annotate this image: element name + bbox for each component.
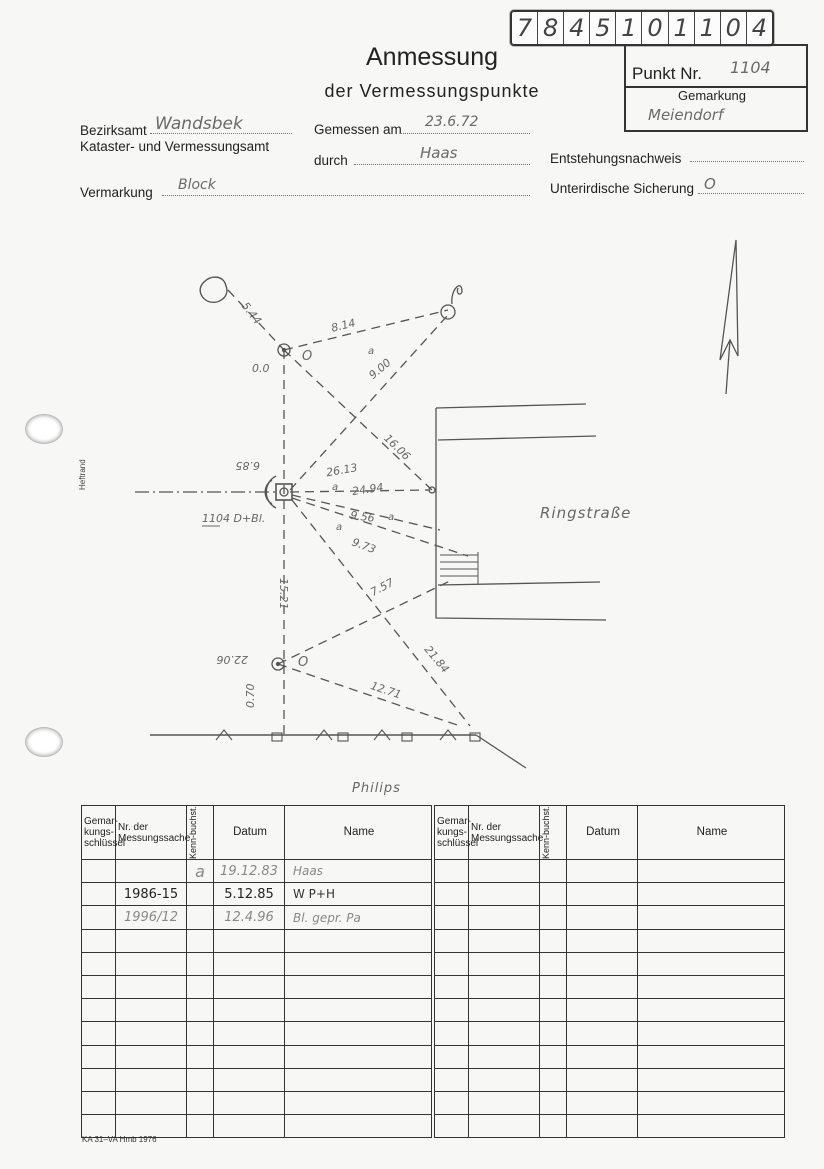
cell-name [285,1091,432,1114]
cell-nr [116,952,187,975]
page-title: Anmessung [365,43,499,71]
cell-kenn [540,952,567,975]
measure-956: 9.56 [349,508,376,525]
measure-900: 9.00 [366,356,394,382]
cell-datum [567,1091,638,1114]
tree-symbol [200,277,227,302]
cell-datum [214,1022,285,1045]
cell-name [285,1115,432,1138]
cell-datum: 12.4.96 [214,906,285,929]
mark-a3: a [388,512,395,523]
cell-nr [116,1091,187,1114]
point-label: 1104 D+Bl. [202,512,266,525]
cell-kenn [540,1115,567,1138]
table-row [82,906,432,929]
cell-kenn [187,1045,214,1068]
measure-1606: 16.06 [381,431,413,463]
bottom-label: Philips [352,781,401,796]
durch-label: durch [314,153,348,168]
col-datum-right: Datum [567,806,638,860]
cell-datum [214,1068,285,1091]
cell-nr: 1996/12 [116,906,187,929]
mark-a1: a [368,346,375,357]
mark-o-top: O [302,349,313,364]
col-key: Gemar-kungs-schlüssel [82,806,116,860]
cell-name [638,1022,785,1045]
cell-name [285,952,432,975]
table-row [435,999,785,1022]
measure-2494: 24.94 [351,480,385,499]
cell-kenn [187,1022,214,1045]
entstehung-label: Entstehungsnachweis [550,151,682,166]
cell-kenn [540,975,567,998]
cell-nr [116,1045,187,1068]
gemarkung-label: Gemarkung [678,88,746,103]
cell-name [285,1045,432,1068]
table-row [435,860,785,883]
doc-digit: 1 [669,12,695,44]
cell-nr [469,906,540,929]
cell-key [435,929,469,952]
cell-kenn [187,975,214,998]
table-row [82,952,432,975]
cell-name [285,975,432,998]
measure-973: 9.73 [350,535,378,557]
cell-nr [469,860,540,883]
cell-nr [469,1068,540,1091]
col-name-right: Name [638,806,785,860]
history-table-left [81,805,432,1138]
cell-datum [214,1091,285,1114]
cell-nr [469,929,540,952]
table-row [435,906,785,929]
col-kenn-right [540,806,567,860]
cell-datum [214,975,285,998]
table-row [435,1022,785,1045]
cell-name: Bl. gepr. Pa [285,906,432,929]
gemessen-label: Gemessen am [314,122,402,137]
durch-value: Haas [420,144,458,162]
mark-a2: a [332,482,339,493]
table-row [435,1115,785,1138]
doc-digit: 1 [616,12,642,44]
cell-kenn [540,860,567,883]
cell-key [82,1091,116,1114]
north-arrow [720,240,738,394]
cell-nr [469,883,540,906]
cell-kenn [187,883,214,906]
cell-nr [469,975,540,998]
cell-key [435,1022,469,1045]
cell-datum [567,975,638,998]
sicherung-value: O [704,175,716,193]
vermarkung-label: Vermarkung [80,185,153,200]
cell-datum [567,929,638,952]
cell-nr [116,1068,187,1091]
cell-key [82,883,116,906]
cell-key [82,906,116,929]
cell-nr [469,999,540,1022]
cell-datum: 5.12.85 [214,883,285,906]
cell-nr [469,1115,540,1138]
cell-nr [469,952,540,975]
table-row [82,1045,432,1068]
col-kenn-right-text: Kenn-buchst. [541,806,551,860]
cell-datum [567,1045,638,1068]
cell-kenn [540,1091,567,1114]
cell-name [285,929,432,952]
cell-name [638,999,785,1022]
cell-name [638,906,785,929]
table-row [82,860,432,883]
cell-datum [567,1115,638,1138]
heftrand-text: Heftrand [78,459,87,490]
measure-757: 7.57 [368,575,397,599]
cell-kenn [540,883,567,906]
cell-key [82,860,116,883]
history-table-right [434,805,785,1138]
mark-o-bottom: O [298,655,309,670]
col-datum: Datum [214,806,285,860]
measure-070: 0.70 [244,683,257,708]
cell-nr [469,1045,540,1068]
bezirksamt-label: Bezirksamt [80,123,147,138]
cell-datum [567,952,638,975]
vermarkung-value: Block [178,177,216,193]
cell-key [435,1091,469,1114]
table-row [82,1068,432,1091]
cell-kenn [187,929,214,952]
doc-digit: 8 [538,12,564,44]
measure-2613: 26.13 [325,461,359,480]
cell-nr [469,1022,540,1045]
col-key-right: Gemar-kungs-schlüssel [435,806,469,860]
cell-datum [214,1115,285,1138]
cell-key [435,860,469,883]
cell-datum [214,999,285,1022]
cell-name [285,1068,432,1091]
cell-key [435,999,469,1022]
cell-datum [214,1045,285,1068]
cell-name [638,860,785,883]
cell-name [638,1068,785,1091]
cell-key [435,1068,469,1091]
col-nr-right: Nr. der Messungssache [469,806,540,860]
table-row [435,883,785,906]
cell-nr [116,1022,187,1045]
table-row [435,1045,785,1068]
cell-datum [567,906,638,929]
cell-kenn [540,1022,567,1045]
cell-key [82,1045,116,1068]
col-kenn-text: Kenn-buchst. [188,806,198,860]
cell-name [285,999,432,1022]
table-row [82,1091,432,1114]
cell-kenn [540,1045,567,1068]
stair-hatch [440,552,478,584]
measure-2184: 21.84 [421,643,452,676]
measure-2206: 22.06 [216,653,248,666]
cell-nr [116,975,187,998]
cell-key [435,883,469,906]
col-name: Name [285,806,432,860]
cell-datum [567,860,638,883]
table-row [435,929,785,952]
doc-digit: 4 [751,14,768,42]
mark-a4: a [336,522,343,533]
cell-datum [567,1068,638,1091]
sicherung-label: Unterirdische Sicherung [550,181,695,196]
cell-key [435,906,469,929]
cell-kenn [540,1068,567,1091]
cell-nr: 1986-15 [116,883,187,906]
col-nr: Nr. der Messungssache [116,806,187,860]
cell-kenn [187,906,214,929]
cell-name [638,952,785,975]
col-kenn [187,806,214,860]
cell-nr [116,860,187,883]
table-row [82,883,432,906]
table-row [82,1022,432,1045]
cell-key [82,929,116,952]
table-row [82,975,432,998]
cell-key [82,1068,116,1091]
doc-digit: 1 [695,12,721,44]
cell-key [435,1045,469,1068]
cell-name [638,883,785,906]
cell-name [638,1045,785,1068]
cell-datum [214,952,285,975]
cell-datum [567,999,638,1022]
cell-datum [567,883,638,906]
cell-key [435,1115,469,1138]
doc-digit: 5 [590,12,616,44]
table-row [435,975,785,998]
measure-685: 6.85 [235,459,260,472]
table-row [435,952,785,975]
measure-1271: 12.71 [368,679,403,702]
cell-kenn [540,999,567,1022]
cell-name [638,1091,785,1114]
punkt-label: Punkt Nr. [632,64,702,83]
measure-00: 0.0 [252,362,270,375]
cell-kenn [187,999,214,1022]
cell-datum: 19.12.83 [214,860,285,883]
cell-nr [116,929,187,952]
cell-name [638,1115,785,1138]
measure-1521: 15.21 [277,578,290,610]
cell-kenn [540,929,567,952]
doc-digit: 0 [642,12,668,44]
bezirksamt-value: Wandsbek [155,114,243,134]
cell-nr [116,999,187,1022]
cell-key [435,975,469,998]
cell-key [435,952,469,975]
page-subtitle: der Vermessungspunkte [324,81,540,101]
cell-name: Haas [285,860,432,883]
table-row [82,999,432,1022]
table-row [435,1068,785,1091]
cell-kenn [187,1115,214,1138]
punkt-value: 1104 [730,58,771,77]
form-footer: KA 31–VA Hmb 1976 [82,1135,157,1144]
cell-name [638,975,785,998]
measure-544: 5.44 [238,299,265,327]
cell-key [82,952,116,975]
cell-datum [214,929,285,952]
table-row [82,929,432,952]
gemessen-value: 23.6.72 [425,114,479,130]
measure-814: 8.14 [329,316,357,335]
gemarkung-value: Meiendorf [648,106,724,124]
cell-kenn [187,952,214,975]
doc-digit: 4 [564,12,590,44]
cell-key [82,999,116,1022]
cell-name: W P+H [285,883,432,906]
cell-kenn: a [187,860,214,883]
kataster-label: Kataster- und Vermessungsamt [80,139,270,154]
cell-kenn [187,1091,214,1114]
table-row [435,1091,785,1114]
doc-digit: 0 [721,12,747,44]
cell-name [638,929,785,952]
cell-datum [567,1022,638,1045]
cell-name [285,1022,432,1045]
cell-kenn [187,1068,214,1091]
street-label: Ringstraße [540,504,632,522]
cell-key [82,1022,116,1045]
doc-digit: 7 [512,12,538,44]
cell-nr [469,1091,540,1114]
cell-key [82,975,116,998]
cell-kenn [540,906,567,929]
